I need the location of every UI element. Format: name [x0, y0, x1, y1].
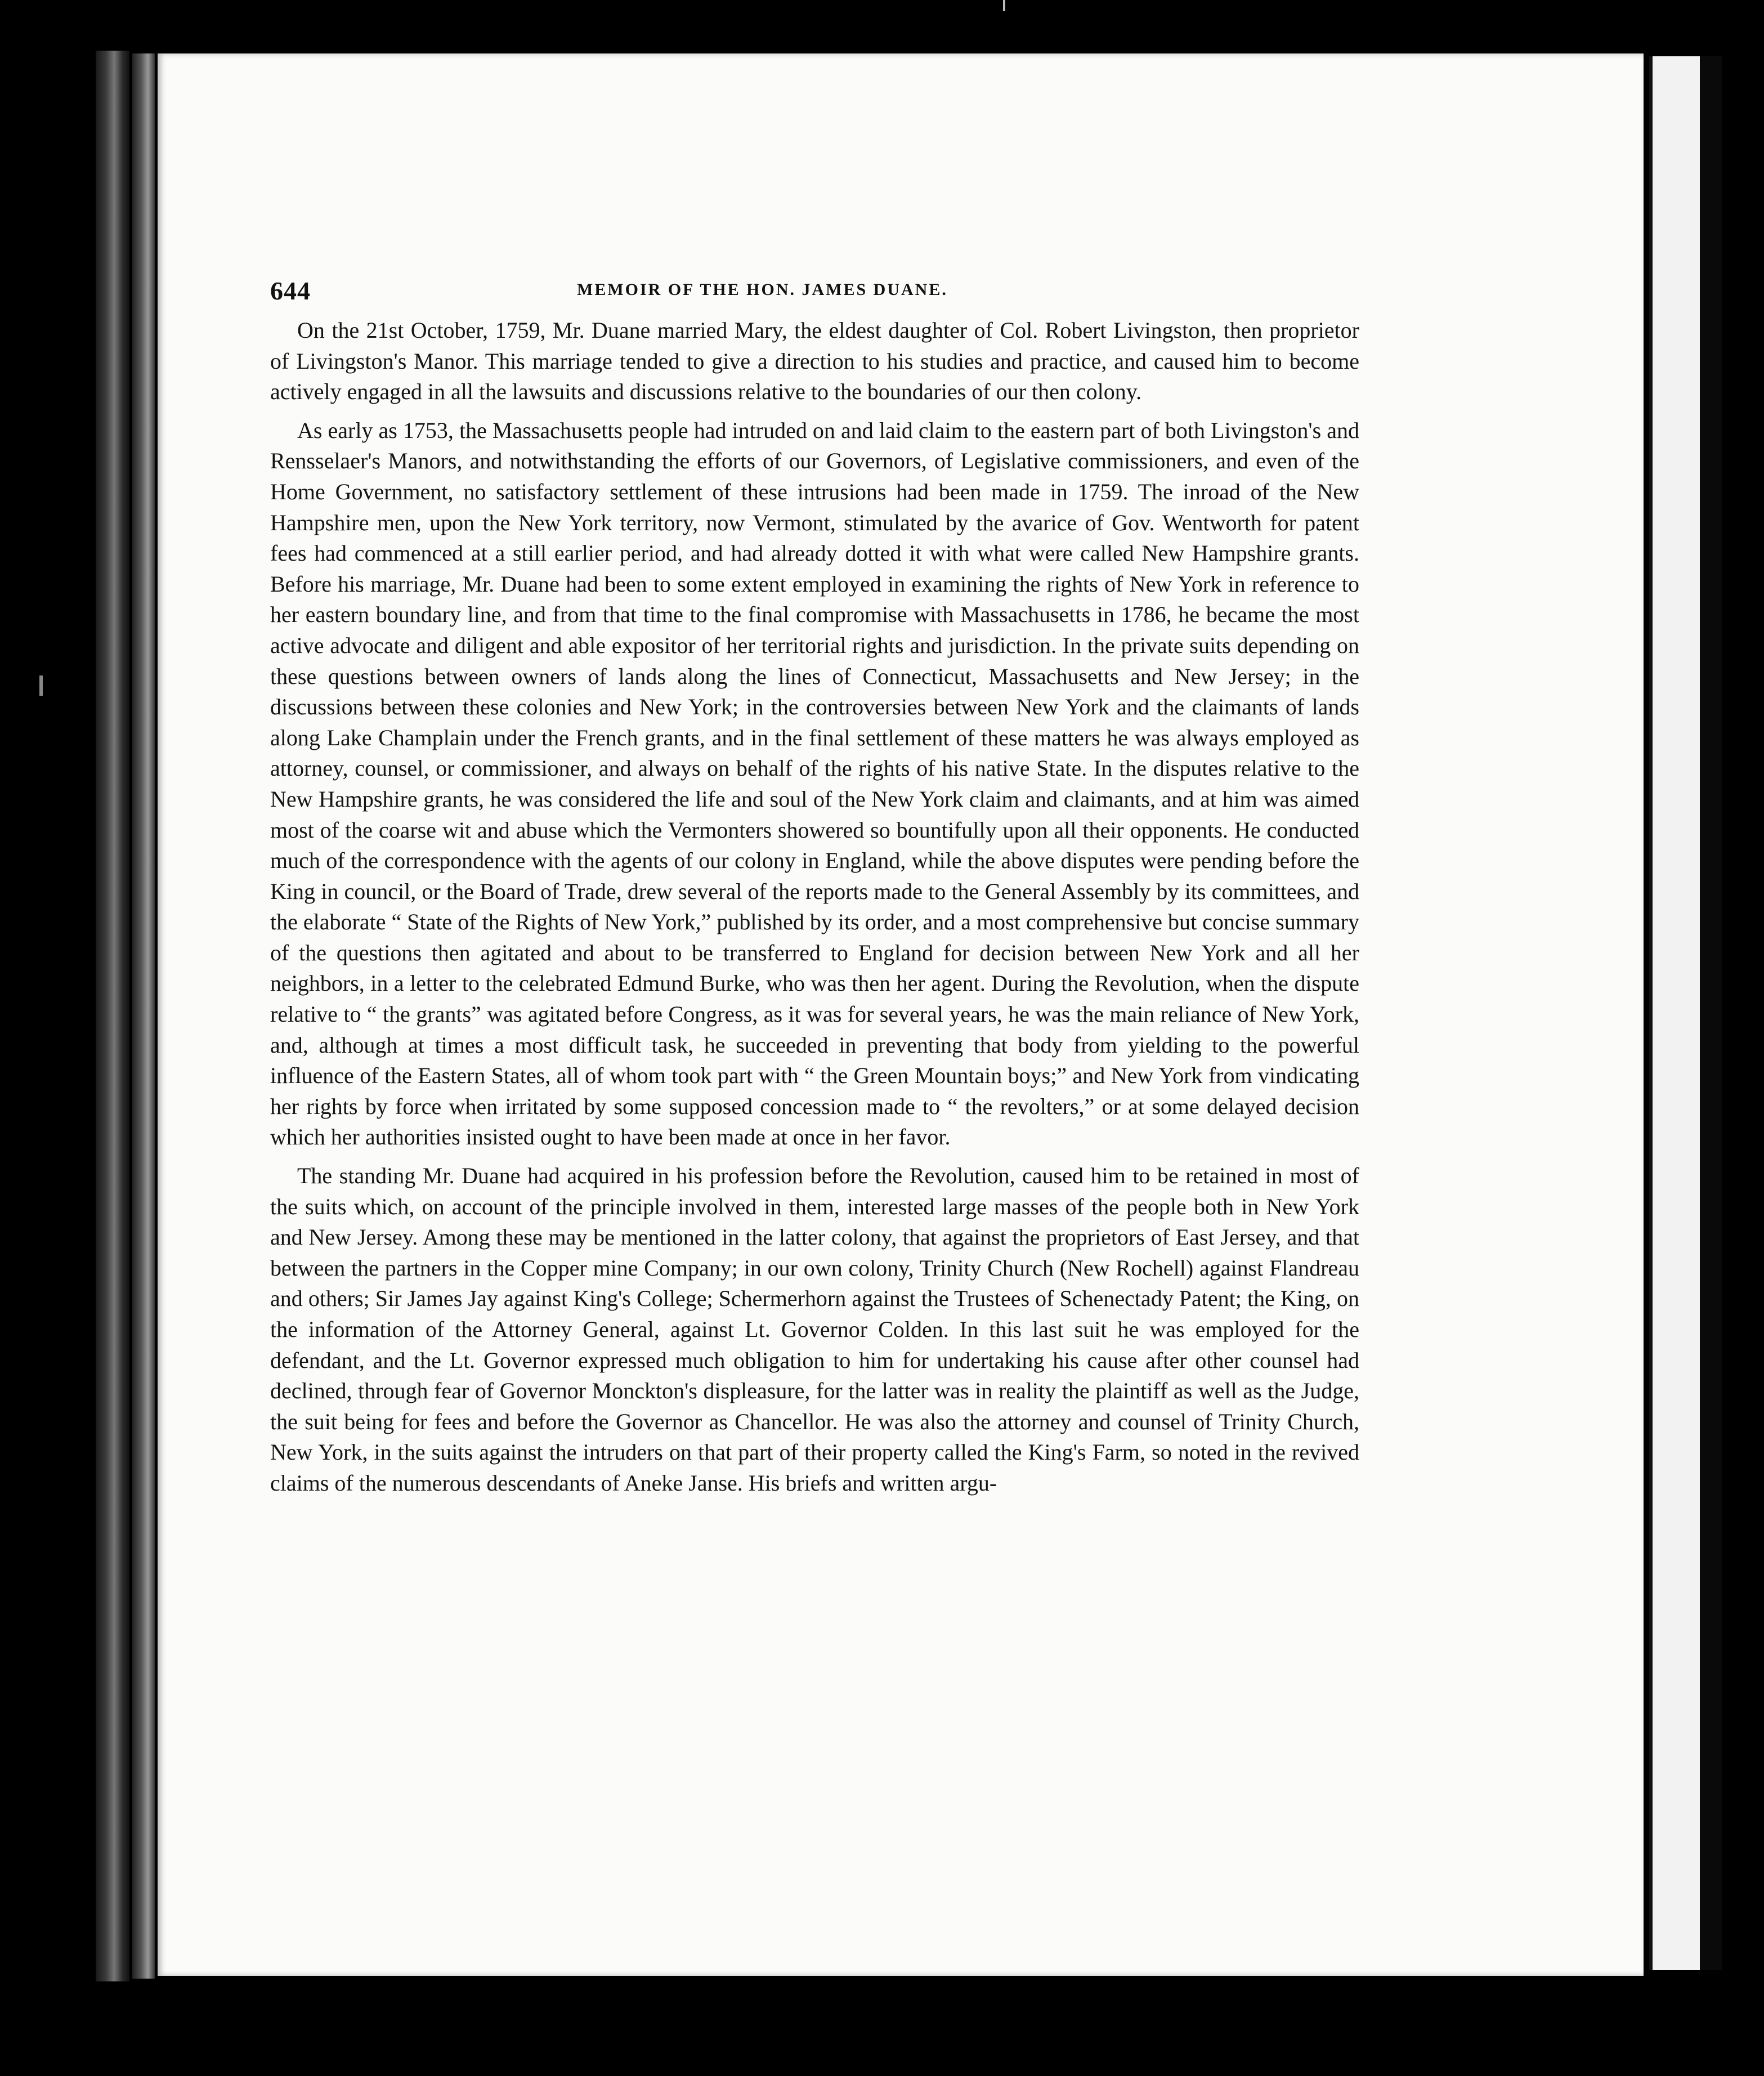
film-mark: [39, 675, 43, 696]
paragraph-2: As early as 1753, the Massachusetts people had intruded on and laid claim to the eastern part of both Livingston's and Rensselaer's Manors, and notwithstanding the efforts of our Governors, of Legislative commissioners, and even of the Home Government, no satisfactory settlement of these intrusions had been made in 1759. The inroad of the New Hampshire men, upon the New York territory, now Vermont, stimulated by the avarice of Gov. Wentworth for patent fees had commenced at a still earlier period, and had already dotted it with what were called New Hampshire grants. Before his marriage, Mr. Duane had been to some extent employed in examining the rights of New York in reference to her eastern boundary line, and from that time to the final compromise with Massachusetts in 1786, he became the most active advocate and diligent and able expositor of her territorial rights and jurisdiction. In the private suits depending on these questions between owners of lands along the lines of Connecticut, Massachusetts and New Jersey; in the discussions between these colonies and New York; in the controversies between New York and the claimants of lands along Lake Champlain under the French grants, and in the final settlement of these matters he was always employed as attorney, counsel, or commissioner, and always on behalf of the rights of his native State. In the disputes relative to the New Hampshire grants, he was considered the life and soul of the New York claim and claimants, and at him was aimed most of the coarse wit and abuse which the Vermonters showered so bountifully upon all their opponents. He conducted much of the correspondence with the agents of our colony in England, while the above disputes were pending before the King in council, or the Board of Trade, drew several of the reports made to the General Assembly by its committees, and the elaborate “ State of the Rights of New York,” published by its order, and a most comprehensive but concise summary of the questions then agitated and about to be transferred to England for decision between New York and all her neighbors, in a letter to the celebrated Edmund Burke, who was then her agent. During the Revolution, when the dispute relative to “ the grants” was agitated before Congress, as it was for several years, he was the main reliance of New York, and, although at times a most difficult task, he succeeded in preventing that body from yielding to the powerful influence of the Eastern States, all of whom took part with “ the Green Mountain boys;” and New York from vindicating her rights by force when irritated by some supposed concession made to “ the revolters,” or at some delayed decision which her authorities insisted ought to have been made at once in her favor.: [270, 417, 1359, 1150]
running-title: MEMOIR OF THE HON. JAMES DUANE.: [577, 280, 948, 299]
paragraph-1: On the 21st October, 1759, Mr. Duane married Mary, the eldest daughter of Col. Robert Livingston, then proprietor of Livingston's Manor. This marriage tended to give a direction to his studies and practice, and caused him to become actively engaged in all the lawsuits and discussions relative to the boundaries of our then colony.: [270, 317, 1359, 405]
facing-page-shadow: [1700, 56, 1722, 1970]
paragraph-3: The standing Mr. Duane had acquired in his profession before the Revolution, caused him to be retained in most of the suits which, on account of the principle involved in them, interested large masses of the people both in New York and New Jersey. Among these may be mentioned in the latter colony, that against the proprietors of East Jersey, and that between the partners in the Copper mine Company; in our own colony, Trinity Church (New Rochell) against Flandreau and others; Sir James Jay against King's College; Schermerhorn against the Trustees of Schenectady Patent; the King, on the information of the Attorney General, against Lt. Governor Colden. In this last suit he was employed for the defendant, and the Lt. Governor expressed much obligation to him for undertaking his cause after other counsel had declined, through fear of Governor Monckton's displeasure, for the latter was in reality the plaintiff as well as the Judge, the suit being for fees and before the Governor as Chancellor. He was also the attorney and counsel of Trinity Church, New York, in the suits against the intruders on that part of their property called the King's Farm, so noted in the revived claims of the numerous descendants of Aneke Janse. His briefs and written argu-: [270, 1163, 1359, 1496]
page-number: 644: [270, 276, 311, 305]
book-binding-edge: [96, 51, 129, 1981]
page-stack-edge: [132, 53, 155, 1979]
facing-page-edge: [1649, 56, 1703, 1970]
body-text: [270, 315, 1359, 1507]
film-mark-top: [1003, 0, 1005, 11]
running-head: [270, 276, 1362, 310]
